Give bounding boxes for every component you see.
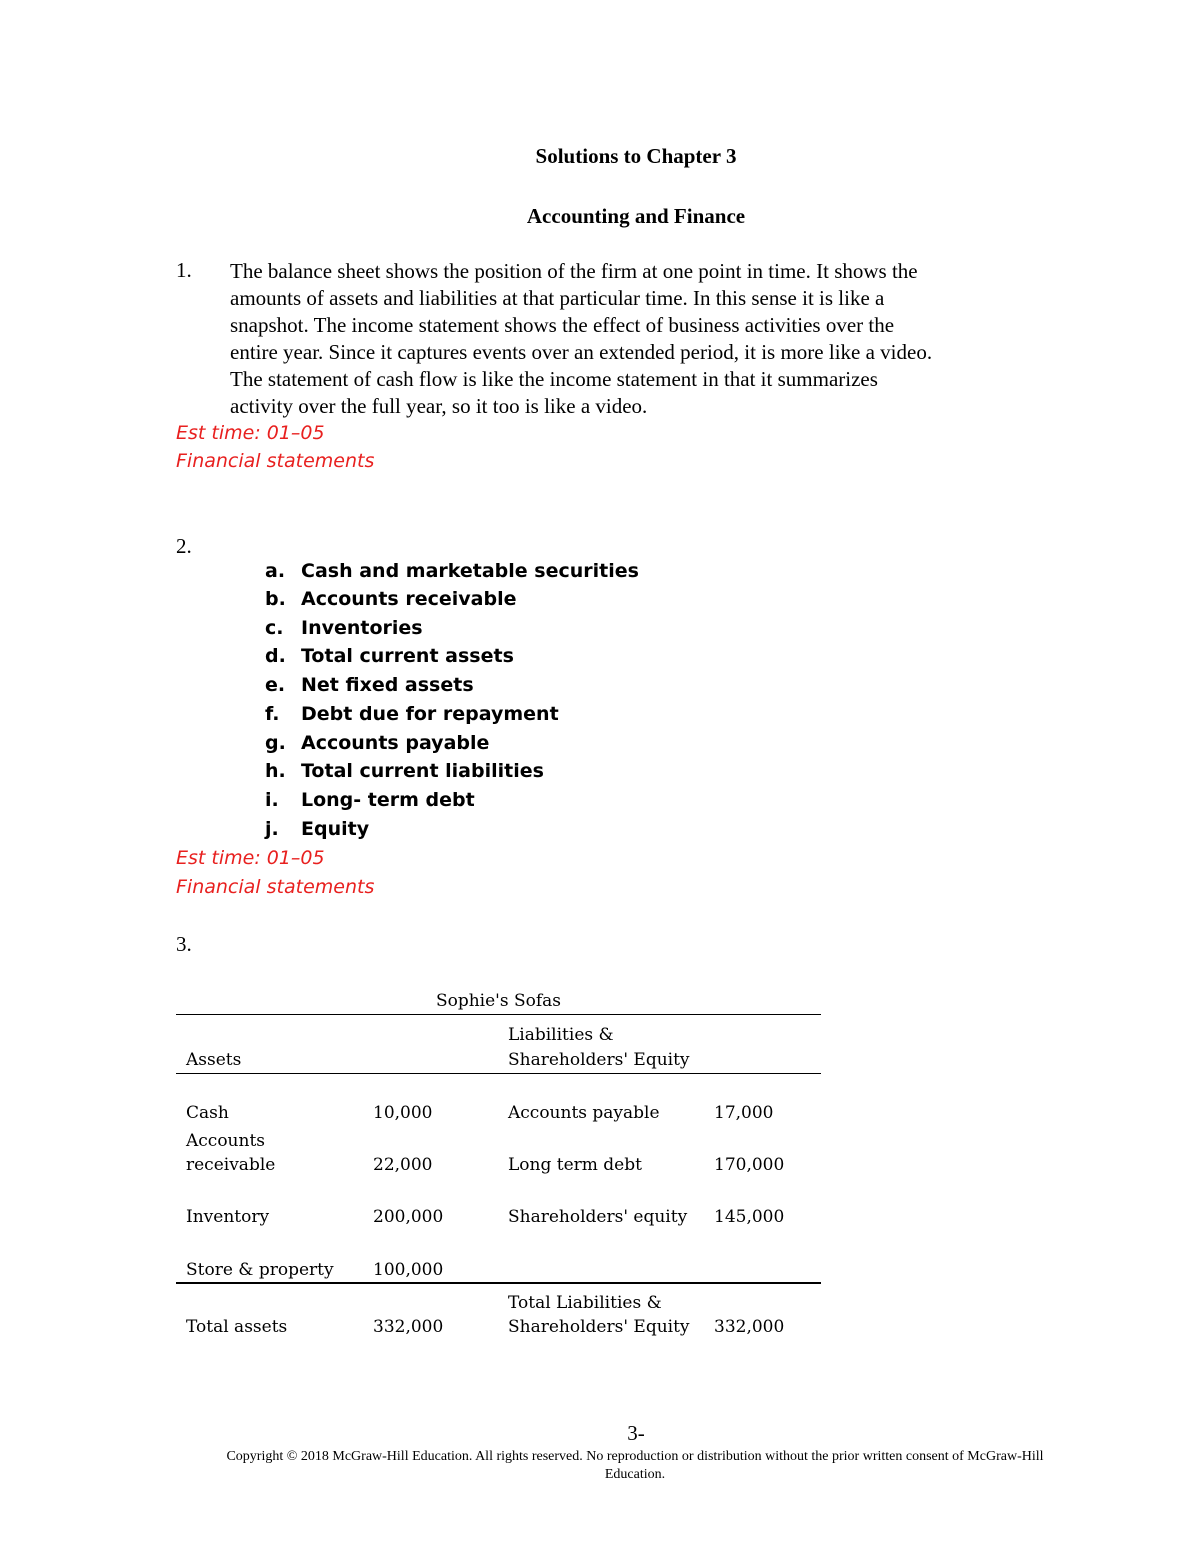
total-liabilities-label: Shareholders' Equity [508, 1317, 690, 1337]
list-item: g. Accounts payable [265, 732, 490, 754]
list-item: i. Long- term debt [265, 789, 475, 811]
asset-label: Inventory [186, 1207, 270, 1227]
q3-number: 3. [176, 932, 192, 956]
list-item: f. Debt due for repayment [265, 703, 559, 725]
table-rule [176, 1282, 821, 1284]
q2-number: 2. [176, 534, 192, 558]
q2-topic: Financial statements [176, 876, 375, 898]
assets-header: Assets [186, 1050, 242, 1070]
list-item: c. Inventories [265, 617, 423, 639]
list-item: b. Accounts receivable [265, 588, 517, 610]
liability-value: 17,000 [714, 1103, 774, 1123]
copyright-footer [170, 1448, 1100, 1484]
q1-topic: Financial statements [176, 450, 375, 472]
liability-label: Shareholders' equity [508, 1207, 688, 1227]
q1-number: 1. [176, 258, 192, 282]
asset-label: Cash [186, 1103, 229, 1123]
table-title: Sophie's Sofas [435, 991, 562, 1011]
q1-line: entire year. Since it captures events over an extended period, it is more like a video. [230, 340, 933, 364]
liability-label: Accounts payable [508, 1103, 660, 1123]
q1-answer [230, 258, 1050, 420]
table-rule [176, 1073, 821, 1074]
liabilities-header: Shareholders' Equity [508, 1050, 690, 1070]
q2-est-time: Est time: 01–05 [176, 847, 325, 869]
list-item: a. Cash and marketable securities [265, 560, 639, 582]
copyright-line: Copyright © 2018 McGraw-Hill Education. All rights reserved. No reproduction or distribution without the prior written consent of McGraw-Hill [226, 1449, 1044, 1464]
list-item: j. Equity [265, 818, 370, 840]
asset-value: 22,000 [373, 1155, 433, 1175]
q1-est-time: Est time: 01–05 [176, 422, 325, 444]
list-item: h. Total current liabilities [265, 760, 544, 782]
liability-label: Long term debt [508, 1155, 642, 1175]
page-title: Solutions to Chapter 3 [535, 144, 737, 168]
q1-line: activity over the full year, so it too is like a video. [230, 394, 648, 418]
asset-value: 200,000 [373, 1207, 444, 1227]
page-number: 3- [627, 1421, 645, 1445]
asset-label: receivable [186, 1155, 276, 1175]
total-assets-value: 332,000 [373, 1317, 444, 1337]
liability-value: 145,000 [714, 1207, 785, 1227]
total-liabilities-value: 332,000 [714, 1317, 785, 1337]
list-item: e. Net fixed assets [265, 674, 474, 696]
asset-value: 10,000 [373, 1103, 433, 1123]
q1-line: The statement of cash flow is like the income statement in that it summarizes [230, 367, 878, 391]
q1-line: The balance sheet shows the position of the firm at one point in time. It shows the [230, 259, 918, 283]
table-rule [176, 1014, 821, 1015]
asset-value: 100,000 [373, 1260, 444, 1280]
q1-line: amounts of assets and liabilities at that particular time. In this sense it is like a [230, 286, 885, 310]
copyright-line: Education. [604, 1467, 666, 1482]
asset-label: Accounts [186, 1131, 266, 1151]
total-assets-label: Total assets [186, 1317, 288, 1337]
liability-value: 170,000 [714, 1155, 785, 1175]
page-subtitle: Accounting and Finance [526, 204, 746, 228]
total-liabilities-label: Total Liabilities & [508, 1293, 662, 1313]
q1-line: snapshot. The income statement shows the effect of business activities over the [230, 313, 895, 337]
list-item: d. Total current assets [265, 645, 514, 667]
asset-label: Store & property [186, 1260, 334, 1280]
liabilities-header: Liabilities & [508, 1025, 614, 1045]
